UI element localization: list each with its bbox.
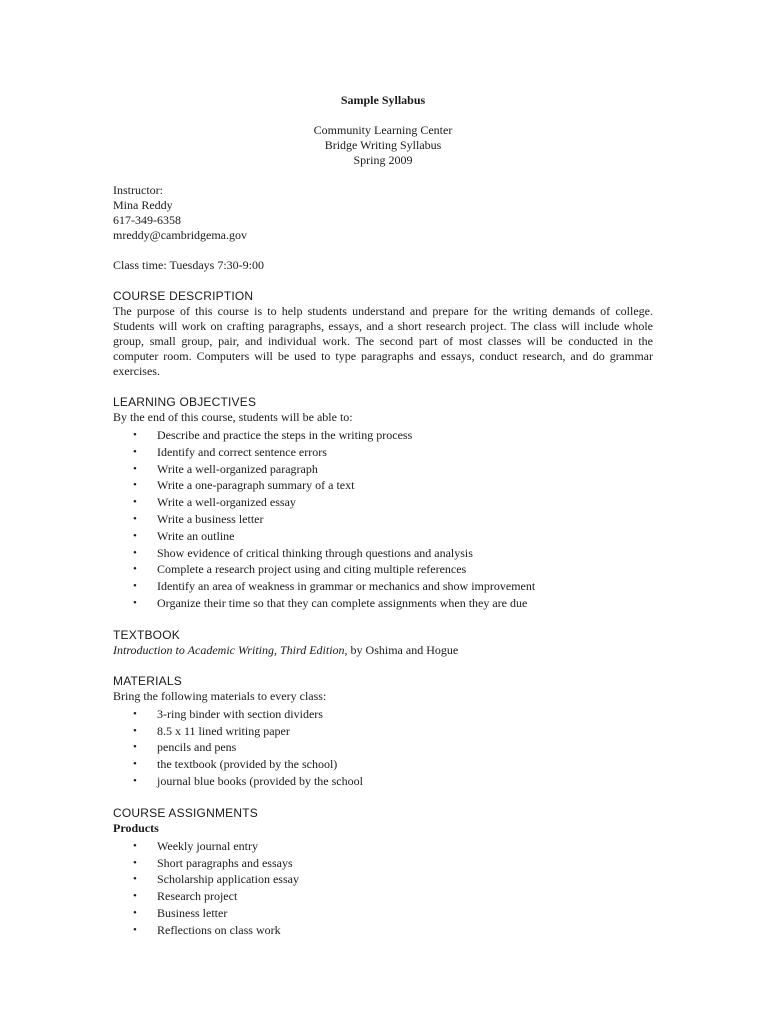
products-list xyxy=(113,838,653,939)
materials-heading: MATERIALS xyxy=(113,673,182,688)
learning-objectives-intro: By the end of this course, students will be able to: xyxy=(113,410,353,424)
document-title: Sample Syllabus xyxy=(340,93,426,107)
textbook-authors: , by Oshima and Hogue xyxy=(344,642,459,657)
list-item-text: Show evidence of critical thinking through questions and analysis xyxy=(157,545,473,560)
list-item xyxy=(113,756,653,773)
list-item-text: Write a well-organized essay xyxy=(157,495,296,510)
list-item-text: Write an outline xyxy=(157,528,235,543)
bullet-icon: • xyxy=(133,890,137,903)
bullet-icon: • xyxy=(133,839,137,852)
bullet-icon: • xyxy=(133,479,137,492)
bullet-icon: • xyxy=(133,429,137,441)
list-item-text: Short paragraphs and essays xyxy=(157,855,293,870)
materials-intro: Bring the following materials to every class: xyxy=(113,688,327,703)
list-item xyxy=(113,461,653,478)
list-item-text: Scholarship application essay xyxy=(157,872,299,887)
course-description-heading: COURSE DESCRIPTION xyxy=(113,289,254,303)
list-item xyxy=(113,706,653,723)
bullet-icon: • xyxy=(133,546,137,559)
list-item-text: Write a one-paragraph summary of a text xyxy=(157,478,355,493)
list-item xyxy=(113,838,653,855)
materials-list xyxy=(113,706,653,790)
term: Spring 2009 xyxy=(353,153,413,167)
learning-objectives-heading: LEARNING OBJECTIVES xyxy=(113,395,257,409)
list-item xyxy=(113,922,653,939)
bullet-icon: • xyxy=(133,563,137,576)
list-item-text: Write a well-organized paragraph xyxy=(157,461,318,476)
instructor-name: Mina Reddy xyxy=(113,198,173,212)
list-item-text: journal blue books (provided by the school xyxy=(157,773,363,788)
class-time: Class time: Tuesdays 7:30-9:00 xyxy=(113,258,265,272)
list-item-text: Identify an area of weakness in grammar or mechanics and show improvement xyxy=(157,579,536,594)
list-item-text: Business letter xyxy=(157,905,228,920)
list-item-text: Write a business letter xyxy=(157,511,264,526)
list-item-text: the textbook (provided by the school) xyxy=(157,757,338,772)
instructor-email: mreddy@cambridgema.gov xyxy=(113,228,248,242)
bullet-icon: • xyxy=(133,445,137,458)
course-description-text: The purpose of this course is to help students understand and prepare for the writing demands of college. Students will work on crafting paragraphs, essays, and a short research project. The class will include whole group, small group, pair, and individual work. The second part of most classes will be conducted in the computer room. Computers will be used to type paragraphs and essays, conduct research, and do grammar exercises. xyxy=(113,304,653,378)
list-item xyxy=(113,871,653,888)
learning-objectives-list xyxy=(113,427,653,612)
list-item-text: Weekly journal entry xyxy=(157,838,258,853)
textbook-heading: TEXTBOOK xyxy=(113,627,180,642)
instructor-label: Instructor: xyxy=(113,183,163,197)
list-item xyxy=(113,905,653,922)
list-item-text: pencils and pens xyxy=(157,740,237,755)
bullet-icon: • xyxy=(133,923,137,936)
list-item xyxy=(113,545,653,562)
textbook-citation xyxy=(113,643,653,658)
list-item xyxy=(113,773,653,790)
bullet-icon: • xyxy=(133,596,137,609)
list-item xyxy=(113,888,653,905)
list-item xyxy=(113,511,653,528)
organization-name: Community Learning Center xyxy=(313,123,453,137)
bullet-icon: • xyxy=(133,462,137,475)
list-item xyxy=(113,578,653,595)
list-item-text: Identify and correct sentence errors xyxy=(157,444,327,459)
textbook-title: Introduction to Academic Writing, Third Edition xyxy=(113,642,345,657)
list-item xyxy=(113,723,653,740)
bullet-icon: • xyxy=(133,529,137,542)
bullet-icon: • xyxy=(133,707,137,720)
list-item xyxy=(113,595,653,612)
bullet-icon: • xyxy=(133,724,137,737)
list-item xyxy=(113,739,653,756)
list-item xyxy=(113,561,653,578)
products-subheading: Products xyxy=(113,820,159,835)
list-item-text: 8.5 x 11 lined writing paper xyxy=(157,723,290,738)
syllabus-page xyxy=(113,93,653,939)
list-item-text: 3-ring binder with section dividers xyxy=(157,706,323,721)
list-item-text: Research project xyxy=(157,889,238,904)
instructor-phone: 617-349-6358 xyxy=(113,213,181,227)
list-item-text: Reflections on class work xyxy=(157,922,281,937)
list-item-text: Describe and practice the steps in the writing process xyxy=(157,428,413,442)
course-assignments-heading: COURSE ASSIGNMENTS xyxy=(113,805,258,820)
list-item xyxy=(113,528,653,545)
instructor-block xyxy=(113,183,653,243)
bullet-icon: • xyxy=(133,758,137,771)
bullet-icon: • xyxy=(133,906,137,919)
list-item-text: Complete a research project using and citing multiple references xyxy=(157,562,467,577)
course-header xyxy=(113,123,653,168)
bullet-icon: • xyxy=(133,512,137,525)
list-item xyxy=(113,477,653,494)
course-name: Bridge Writing Syllabus xyxy=(324,138,442,152)
bullet-icon: • xyxy=(133,873,137,886)
bullet-icon: • xyxy=(133,741,137,754)
bullet-icon: • xyxy=(133,580,137,593)
list-item xyxy=(113,427,653,444)
bullet-icon: • xyxy=(133,856,137,869)
bullet-icon: • xyxy=(133,774,137,787)
list-item xyxy=(113,494,653,511)
list-item xyxy=(113,855,653,872)
bullet-icon: • xyxy=(133,496,137,509)
list-item-text: Organize their time so that they can complete assignments when they are due xyxy=(157,595,528,610)
list-item xyxy=(113,444,653,461)
